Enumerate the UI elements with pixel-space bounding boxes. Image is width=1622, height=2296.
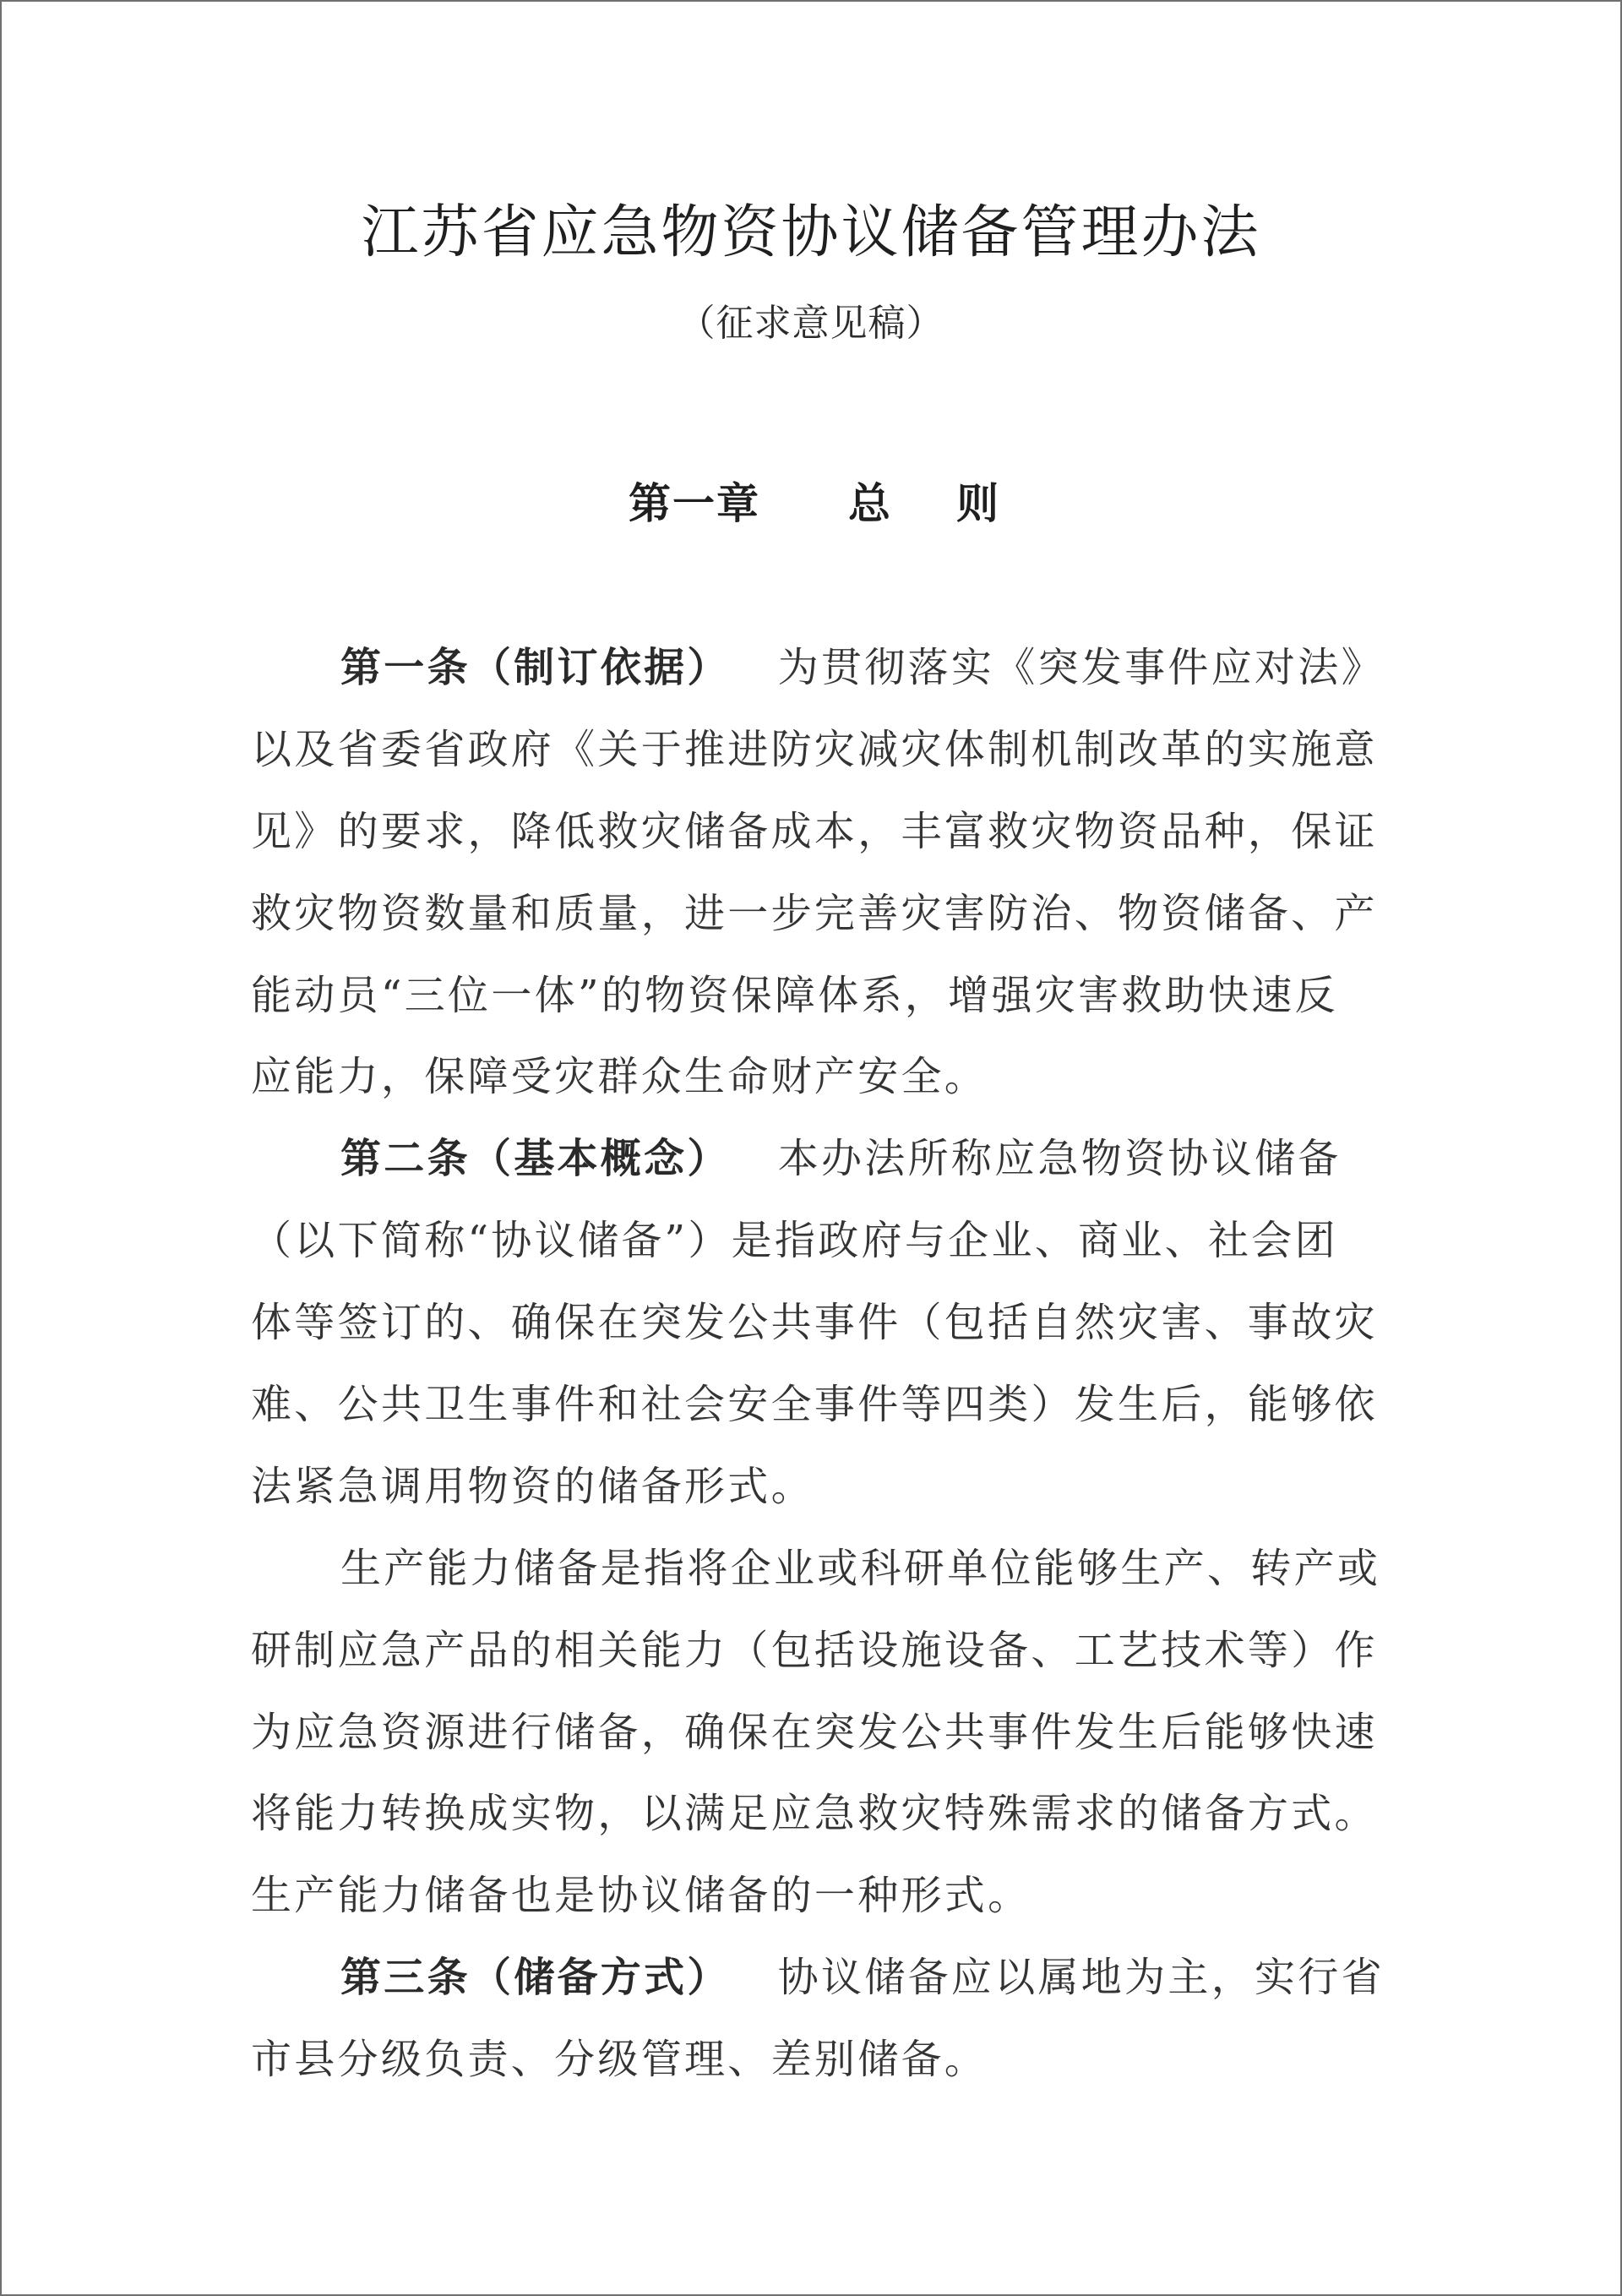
paragraph-line: 研制应急产品的相关能力（包括设施设备、工艺技术等）作 — [251, 1626, 1378, 1674]
article-2 — [251, 1118, 1518, 1527]
paragraph-line: 以及省委省政府《关于推进防灾减灾体制机制改革的实施意 — [251, 725, 1378, 773]
article-1 — [251, 627, 1518, 1118]
document-subtitle: （征求意见稿） — [678, 302, 944, 345]
paragraph-text: 为贯彻落实《突发事件应对法》 — [777, 644, 1385, 691]
chapter-heading — [629, 478, 1010, 529]
article-heading: 第三条（储备方式） — [340, 1954, 731, 2002]
paragraph-line: 为应急资源进行储备，确保在突发公共事件发生后能够快速 — [251, 1708, 1378, 1756]
document-body — [251, 627, 1518, 2101]
article-3 — [251, 1937, 1518, 2101]
paragraph-line: （以下简称“协议储备”）是指政府与企业、商业、社会团 — [251, 1217, 1338, 1265]
paragraph-line: 应能力，保障受灾群众生命财产安全。 — [251, 1053, 988, 1101]
document-title: 江苏省应急物资协议储备管理办法 — [361, 199, 1261, 266]
article-2-paragraph-2 — [251, 1528, 1518, 1937]
paragraph-text: 本办法所称应急物资协议储备 — [777, 1135, 1342, 1183]
paragraph-line: 能动员“三位一体”的物资保障体系，增强灾害救助快速反 — [251, 971, 1338, 1019]
paragraph-line — [251, 1118, 1518, 1200]
paragraph-line: 体等签订的、确保在突发公共事件（包括自然灾害、事故灾 — [251, 1299, 1378, 1347]
paragraph-line: 市县分级负责、分级管理、差别储备。 — [251, 2036, 988, 2084]
paragraph-line: 见》的要求，降低救灾储备成本，丰富救灾物资品种，保证 — [251, 807, 1378, 855]
paragraph-line: 生产能力储备也是协议储备的一种形式。 — [251, 1872, 1031, 1920]
paragraph-line — [251, 1937, 1518, 2019]
chapter-number: 第一章 — [629, 478, 760, 528]
paragraph-line: 救灾物资数量和质量，进一步完善灾害防治、物资储备、产 — [251, 889, 1378, 937]
paragraph-text: 协议储备应以属地为主，实行省 — [777, 1954, 1385, 2002]
paragraph-line — [251, 627, 1518, 709]
article-heading: 第二条（基本概念） — [340, 1135, 731, 1183]
paragraph-line: 生产能力储备是指将企业或科研单位能够生产、转产或 — [340, 1544, 1381, 1592]
paragraph-line: 法紧急调用物资的储备形式。 — [251, 1462, 814, 1510]
chapter-name: 总 则 — [848, 478, 1010, 528]
article-heading: 第一条（制订依据） — [340, 644, 731, 691]
paragraph-line: 将能力转换成实物，以满足应急救灾特殊需求的储备方式。 — [251, 1790, 1378, 1838]
paragraph-line: 难、公共卫生事件和社会安全事件等四类）发生后，能够依 — [251, 1381, 1378, 1429]
